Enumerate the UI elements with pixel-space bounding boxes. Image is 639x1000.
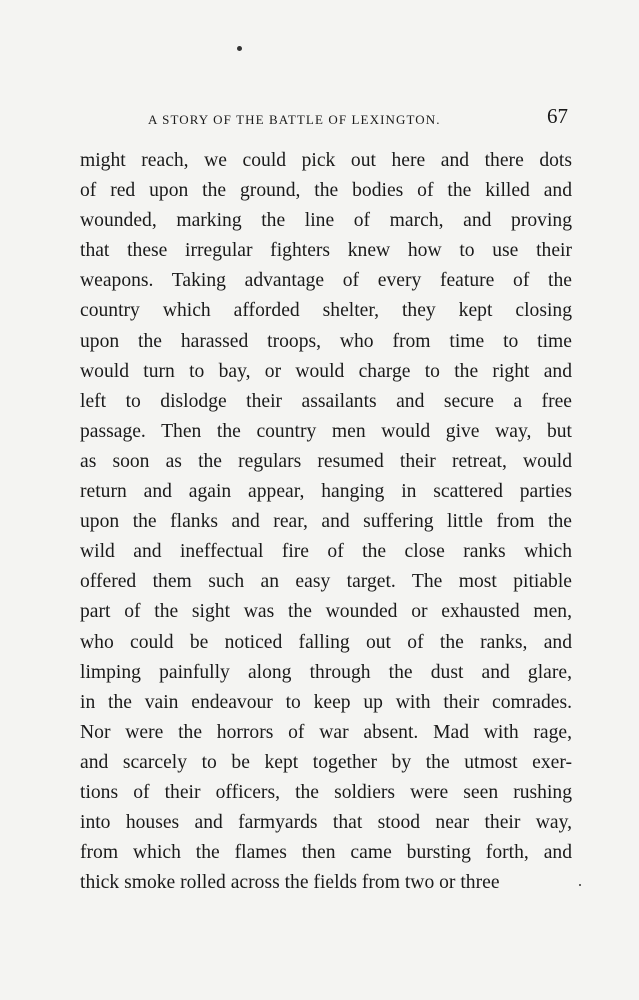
text-line: return and again appear, hanging in scattered parties [80, 481, 572, 503]
text-line: might reach, we could pick out here and there dots [80, 150, 572, 171]
page-number: 67 [547, 104, 568, 128]
text-line: part of the sight was the wounded or exhausted men, [80, 601, 572, 623]
text-line: and scarcely to be kept together by the utmost exer- [80, 751, 572, 773]
body-text [80, 146, 572, 898]
text-line: from which the flames then came bursting forth, and [80, 842, 572, 864]
text-line: offered them such an easy target. The most pitiable [80, 571, 572, 593]
text-line: thick smoke rolled across the fields from two or three [80, 872, 500, 894]
ink-speck [579, 884, 581, 886]
text-line: of red upon the ground, the bodies of the killed and [80, 180, 572, 202]
text-line: limping painfully along through the dust and glare, [80, 661, 572, 683]
running-head: A STORY OF THE BATTLE OF LEXINGTON. [148, 112, 441, 127]
text-line: left to dislodge their assailants and secure a free [80, 390, 572, 412]
text-line: that these irregular fighters knew how to use their [80, 240, 572, 262]
text-line: passage. Then the country men would give way, but [80, 420, 572, 442]
text-line: weapons. Taking advantage of every feature of the [80, 270, 572, 292]
text-line: tions of their officers, the soldiers were seen rushing [80, 781, 572, 803]
text-line: wounded, marking the line of march, and proving [80, 210, 572, 232]
ink-speck [237, 46, 242, 51]
text-line: would turn to bay, or would charge to the right and [80, 360, 572, 382]
page-header [80, 104, 572, 132]
text-line: who could be noticed falling out of the ranks, and [80, 631, 572, 653]
text-line: in the vain endeavour to keep up with their comrades. [80, 691, 572, 713]
text-line: into houses and farmyards that stood near their way, [80, 812, 572, 834]
text-line: wild and ineffectual fire of the close ranks which [80, 541, 572, 563]
text-line: as soon as the regulars resumed their retreat, would [80, 450, 572, 472]
text-line: country which afforded shelter, they kept closing [80, 300, 572, 322]
text-line: Nor were the horrors of war absent. Mad with rage, [80, 721, 572, 743]
text-line: upon the harassed troops, who from time to time [80, 330, 572, 352]
text-line: upon the flanks and rear, and suffering little from the [80, 511, 572, 533]
